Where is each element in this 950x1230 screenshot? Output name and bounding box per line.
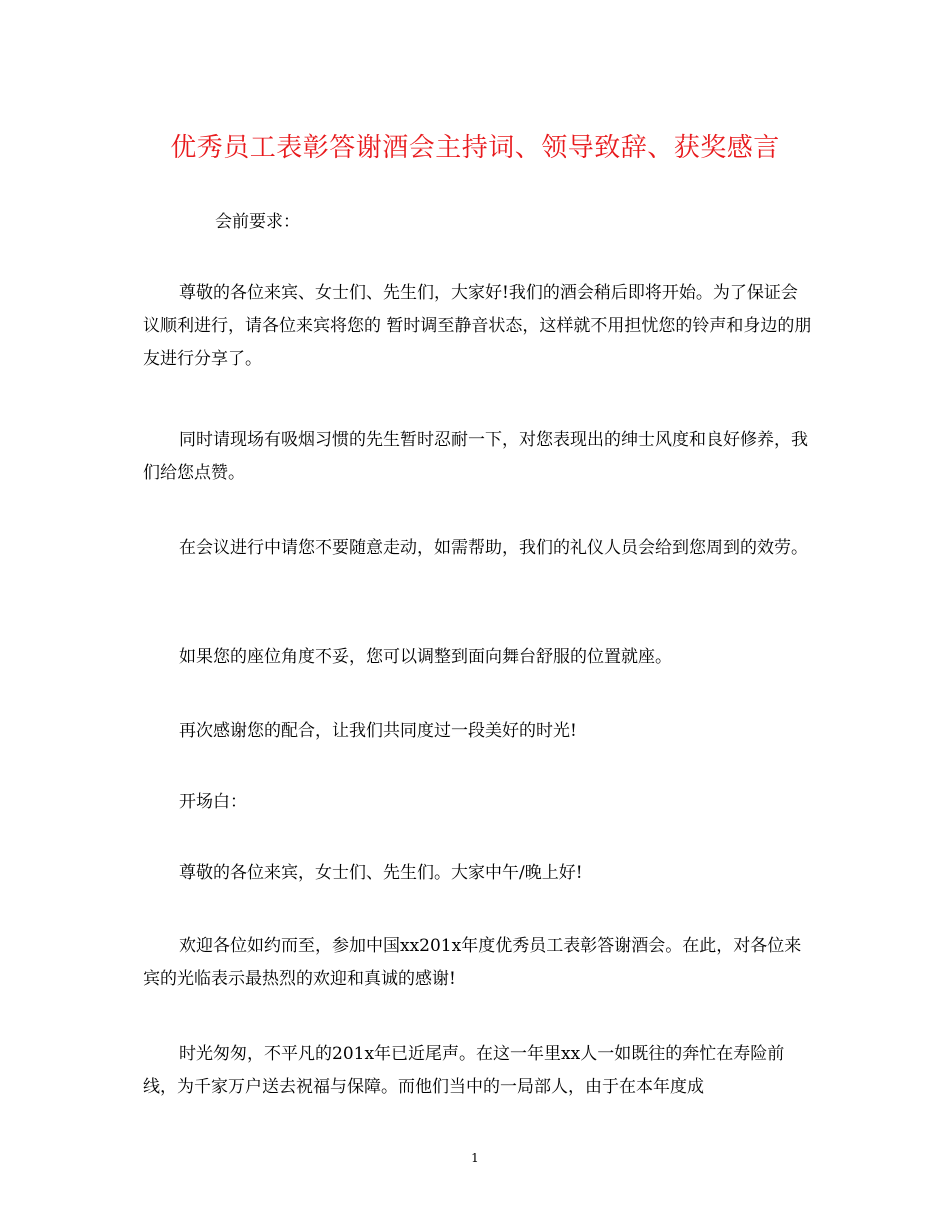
paragraph-greeting-notice: 尊敬的各位来宾、女士们、先生们，大家好!我们的酒会稍后即将开始。为了保证会议顺利进行，请各位来宾将您的 暂时调至静音状态，这样就不用担忧您的铃声和身边的朋友进行分享了。 xyxy=(143,283,812,369)
paragraph-year-review: 时光匆匆，不平凡的201x年已近尾声。在这一年里xx人一如既往的奔忙在寿险前线，为千家万户送去祝福与保障。而他们当中的一局部人，由于在本年度成 xyxy=(143,1044,785,1097)
paragraph-opening-greeting: 尊敬的各位来宾，女士们、先生们。大家中午/晚上好! xyxy=(179,863,583,883)
paragraph-seating-notice: 如果您的座位角度不妥，您可以调整到面向舞台舒服的位置就座。 xyxy=(179,647,672,667)
paragraph-welcome: 欢迎各位如约而至，参加中国xx201x年度优秀员工表彰答谢酒会。在此，对各位来宾的光临表示最热烈的欢迎和真诚的感谢! xyxy=(143,936,802,989)
paragraph-thanks: 再次感谢您的配合，让我们共同度过一段美好的时光! xyxy=(179,721,577,741)
paragraph-opening-heading: 开场白： xyxy=(179,792,247,812)
paragraph-smoking-notice: 同时请现场有吸烟习惯的先生暂时忍耐一下，对您表现出的绅士风度和良好修养，我们给您点赞。 xyxy=(143,430,808,483)
paragraph-walking-notice: 在会议进行中请您不要随意走动，如需帮助，我们的礼仪人员会给到您周到的效劳。 xyxy=(179,538,808,558)
paragraph-pre-meeting-heading: 会前要求： xyxy=(215,212,300,232)
page-number: 1 xyxy=(471,1151,479,1165)
document-title: 优秀员工表彰答谢酒会主持词、领导致辞、获奖感言 xyxy=(170,133,780,163)
